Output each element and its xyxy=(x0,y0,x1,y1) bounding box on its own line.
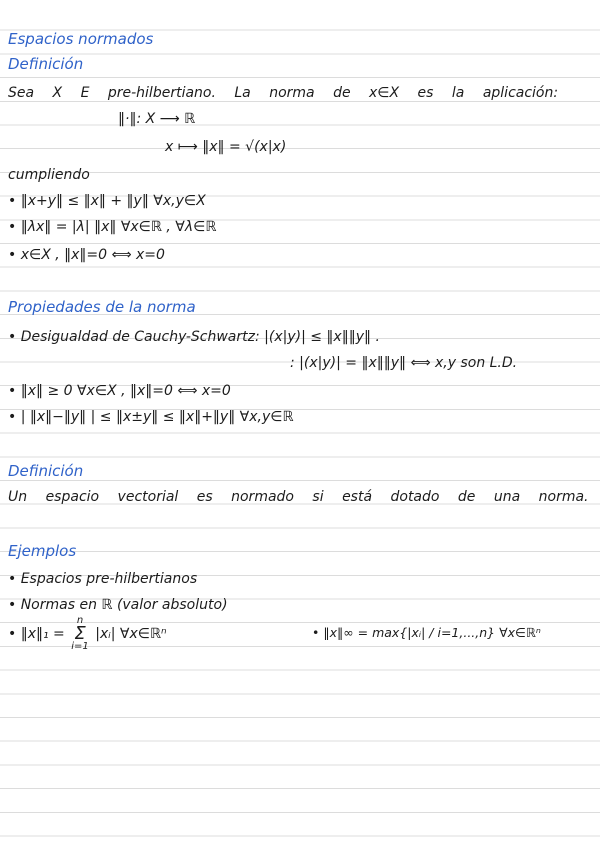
sum-sign: Σ xyxy=(74,623,86,644)
axiom-definiteness: • x∈X , ‖x‖=0 ⟺ x=0 xyxy=(8,247,165,263)
definition2-heading: Definición xyxy=(8,462,84,480)
summation xyxy=(71,616,89,652)
cumpliendo-label: cumpliendo xyxy=(8,167,90,183)
sum-lower: i=1 xyxy=(71,641,89,652)
example-norm-infinity: • ‖x‖∞ = max{|xᵢ| / i=1,...,n} ∀x∈ℝⁿ xyxy=(312,625,541,640)
example-norm-1 xyxy=(8,616,167,652)
norm-formula-line: x ⟼ ‖x‖ = √(x|x) xyxy=(165,139,287,155)
property-cauchy-schwartz: • Desigualdad de Cauchy-Schwartz: |(x|y)| ≤ ‖x‖‖y‖ . xyxy=(8,329,380,345)
axiom-triangle: • ‖x+y‖ ≤ ‖x‖ + ‖y‖ ∀x,y∈X xyxy=(8,193,206,209)
axiom-homogeneity: • ‖λx‖ = |λ| ‖x‖ ∀x∈ℝ , ∀λ∈ℝ xyxy=(8,219,217,235)
definition-heading: Definición xyxy=(8,55,84,73)
definition2-text: Un espacio vectorial es normado si está dotado de una norma. xyxy=(8,489,589,505)
title: Espacios normados xyxy=(8,30,154,48)
examples-heading: Ejemplos xyxy=(8,542,77,560)
sum-upper: n xyxy=(76,615,84,626)
property-cs-equality: : |(x|y)| = ‖x‖‖y‖ ⟺ x,y son L.D. xyxy=(290,355,518,371)
norm1-rhs: |xᵢ| ∀x∈ℝⁿ xyxy=(95,626,167,642)
properties-heading: Propiedades de la norma xyxy=(8,298,196,316)
example-prehilbert: • Espacios pre-hilbertianos xyxy=(8,571,198,587)
example-abs-value: • Normas en ℝ (valor absoluto) xyxy=(8,597,228,613)
property-nonnegative: • ‖x‖ ≥ 0 ∀x∈X , ‖x‖=0 ⟺ x=0 xyxy=(8,383,231,399)
definition-line: Sea X E pre-hilbertiano. La norma de x∈X es la aplicación: xyxy=(8,85,559,101)
norm1-lhs: • ‖x‖₁ = xyxy=(8,626,65,642)
norm-map-line: ‖·‖: X ⟶ ℝ xyxy=(118,111,196,127)
property-reverse-triangle: • | ‖x‖−‖y‖ | ≤ ‖x±y‖ ≤ ‖x‖+‖y‖ ∀x,y∈ℝ xyxy=(8,409,294,425)
